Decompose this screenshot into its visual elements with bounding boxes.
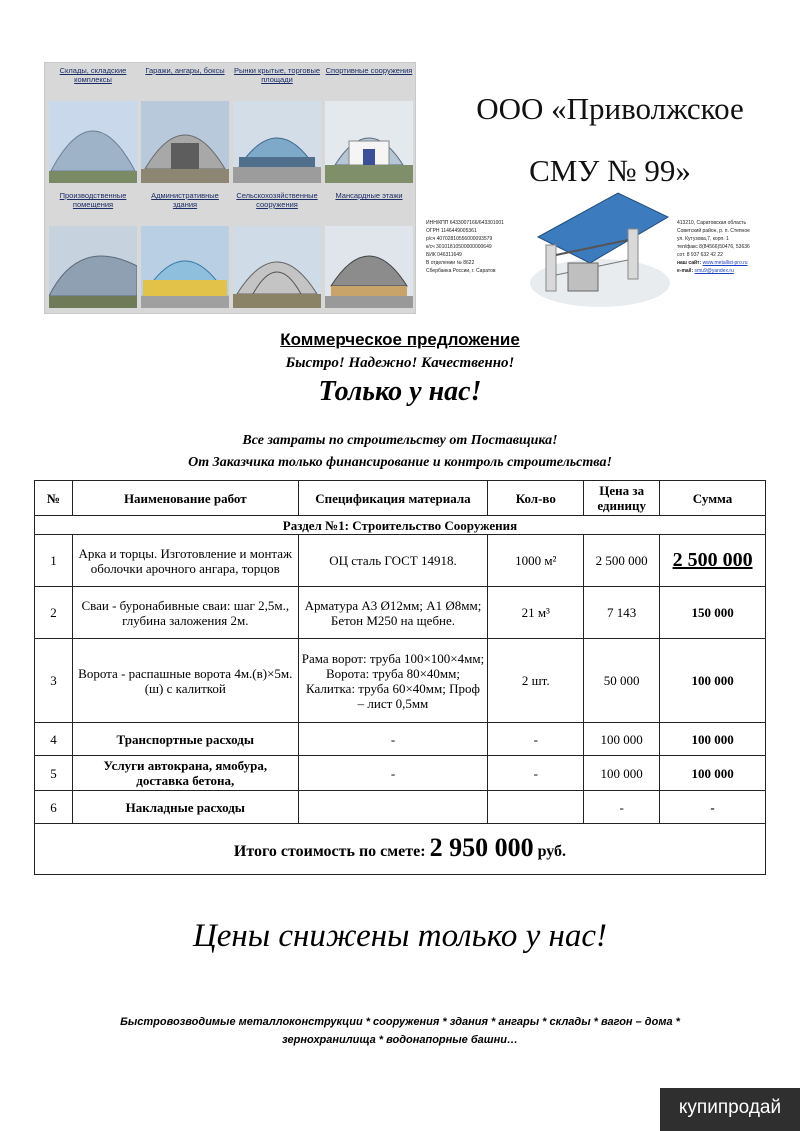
row-qty [488,791,584,824]
gallery-cell-markets [231,63,323,188]
prices-reduced-slogan: Цены снижены только у нас! [192,918,608,954]
gallery-caption: Спортивные сооружения [325,66,413,75]
table-row [35,639,766,723]
estimate-table [34,480,766,875]
site-label: наш сайт: [677,260,702,266]
row-sum: 100 000 [660,756,766,791]
table-row [35,791,766,824]
costs-line-2: От Заказчика только финансирование и контроль строительства! [188,455,612,470]
gallery-cell-attic [323,188,415,313]
requisite-line: В отделении № 8622 [426,260,475,266]
header-spec: Спецификация материала [298,481,488,516]
attic-photo [325,226,413,308]
total-value: 2 950 000 [429,832,534,862]
contact-line: сот. 8 937 632 42 22 [677,252,723,258]
row-name: Услуги автокрана, ямобура, доставка бетона, [72,756,298,791]
watermark-text: купипродай [678,1097,782,1118]
footer-line-2: зернохранилища * водонапорные башни… [282,1034,518,1046]
hangar-photo [49,101,137,183]
row-num: 6 [35,791,73,824]
gallery-caption: Мансардные этажи [335,191,403,200]
company-name [425,78,795,202]
row-num: 2 [35,587,73,639]
offer-title: Коммерческое предложение [280,330,520,349]
row-num: 1 [35,535,73,587]
requisite-line: р/сч 40702810556000093579 [426,236,493,242]
site-link[interactable]: www.metallist-pro.ru [702,260,748,266]
row-qty: 2 шт. [488,639,584,723]
requisite-line: ОГРН 1146449005361 [426,228,477,234]
requisite-line: Сбербанка России, г. Саратов [426,268,496,274]
gallery-cell-production [47,188,139,313]
email-link[interactable]: smu9@yandex.ru [694,268,734,274]
contact-line: тел/факс 8(84566)50476, 53636 [677,244,750,250]
total-label: Итого стоимость по смете: [233,842,426,860]
row-sum: 100 000 [660,723,766,756]
gallery-caption: Административные здания [151,191,219,209]
gallery-caption: Гаражи, ангары, боксы [145,66,225,75]
slogan: Быстро! Надежно! Качественно! [285,355,515,371]
header-name: Наименование работ [72,481,298,516]
company-name-line2: СМУ № 99» [529,153,691,188]
agricultural-photo [233,226,321,308]
table-row [35,587,766,639]
requisite-line: к/сч 30101810500000000649 [426,244,492,250]
market-photo [233,101,321,183]
sports-photo [325,101,413,183]
header-sum: Сумма [660,481,766,516]
total-unit: руб. [537,842,567,860]
table-row [35,723,766,756]
total-row [35,824,766,875]
row-sum: 2 500 000 [660,535,766,587]
row-qty: - [488,723,584,756]
row-qty: 21 м³ [488,587,584,639]
admin-photo [141,226,229,308]
gallery-cell-admin [139,188,231,313]
building-illustration [528,185,673,310]
row-qty: - [488,756,584,791]
row-name: Арка и торцы. Изготовление и монтаж оболочки арочного ангара, торцов [72,535,298,587]
only-us-heading: Только у нас! [318,376,482,407]
header-num: № [35,481,73,516]
row-qty: 1000 м² [488,535,584,587]
section-title: Раздел №1: Строительство Сооружения [35,516,766,535]
footer-line-1: Быстровозводимые металлоконструкции * сооружения * здания * ангары * склады * вагон – дома * [120,1016,680,1028]
email-line [677,267,795,275]
email-label: e-mail: [677,268,694,274]
gallery-cell-sports [323,63,415,188]
header-price: Цена за единицу [584,481,660,516]
section-row [35,516,766,535]
gallery-caption: Склады, складские комплексы [59,66,127,84]
row-name: Ворота - распашные ворота 4м.(в)×5м.(ш) с калиткой [72,639,298,723]
garage-photo [141,101,229,183]
row-spec: Рама ворот: труба 100×100×4мм; Ворота: труба 80×40мм; Калитка: труба 60×40мм; Проф – лист 0,5мм [298,639,488,723]
gallery-cell-agricultural [231,188,323,313]
contact-line: 413210, Саратовская область [677,220,747,226]
gallery-caption: Производственные помещения [59,191,127,209]
gallery-cell-garages [139,63,231,188]
header-qty: Кол-во [488,481,584,516]
row-name: Сваи - буронабивные сваи: шаг 2,5м., глубина заложения 2м. [72,587,298,639]
contact-details [677,219,795,275]
row-price: - [584,791,660,824]
row-sum: - [660,791,766,824]
costs-line-1: Все затраты по строительству от Поставщика! [242,433,558,448]
gallery-cell-warehouses [47,63,139,188]
bank-requisites [426,219,538,275]
production-photo [49,226,137,308]
row-price: 100 000 [584,723,660,756]
row-num: 5 [35,756,73,791]
row-spec: - [298,756,488,791]
company-name-line1: ООО «Приволжское [476,91,744,126]
table-row [35,535,766,587]
row-spec [298,791,488,824]
gallery-caption: Рынки крытые, торговые площади [233,66,321,84]
photo-gallery [44,62,416,314]
gallery-caption: Сельскохозяйственные сооружения [236,191,318,209]
table-header-row [35,481,766,516]
row-spec: - [298,723,488,756]
row-price: 100 000 [584,756,660,791]
table-row [35,756,766,791]
row-name: Накладные расходы [72,791,298,824]
total-cell [35,824,766,875]
requisite-line: ИНН/КПП 6433007166/643301001 [426,220,504,226]
row-sum: 100 000 [660,639,766,723]
row-spec: ОЦ сталь ГОСТ 14918. [298,535,488,587]
row-num: 4 [35,723,73,756]
contact-line: ул. Кутузова,7, корп. 1 [677,236,729,242]
site-line [677,259,795,267]
row-sum: 150 000 [660,587,766,639]
row-price: 50 000 [584,639,660,723]
row-spec: Арматура А3 Ø12мм; А1 Ø8мм; Бетон М250 на щебне. [298,587,488,639]
footer-tagline [0,1013,800,1049]
watermark-badge[interactable] [660,1088,800,1131]
row-price: 7 143 [584,587,660,639]
row-name: Транспортные расходы [72,723,298,756]
row-num: 3 [35,639,73,723]
row-price: 2 500 000 [584,535,660,587]
costs-note [0,430,800,474]
contact-line: Советский район, р. п. Степное [677,228,750,234]
requisite-line: БИК 046311649 [426,252,462,258]
